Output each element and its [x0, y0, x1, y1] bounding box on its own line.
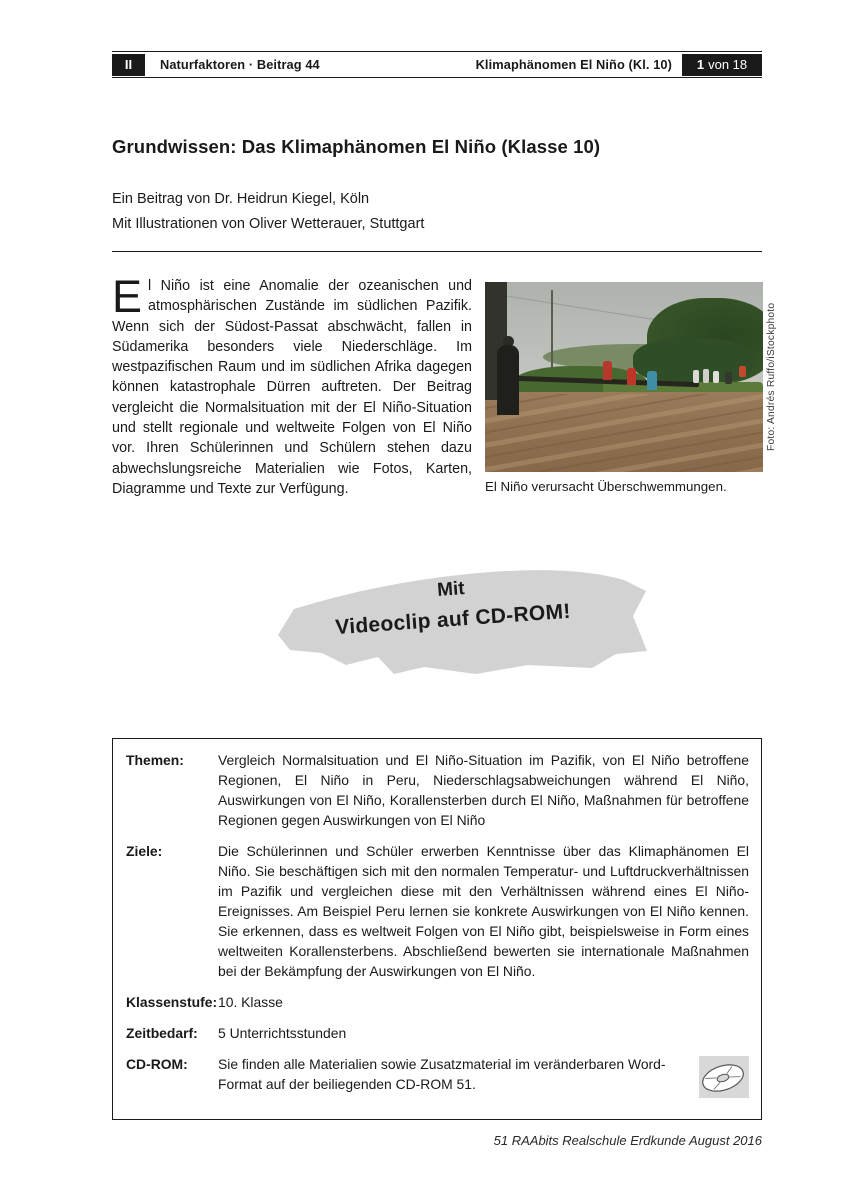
info-label: Themen: [126, 752, 184, 768]
photo-figure-red-shirt [627, 368, 636, 385]
page-title: Grundwissen: Das Klimaphänomen El Niño (Klasse 10) [112, 136, 601, 158]
photo-figure-blue-shirt [647, 371, 657, 390]
info-label: CD-ROM: [126, 1056, 188, 1072]
page-indicator [682, 54, 762, 76]
photo-figure-white-2 [703, 369, 709, 383]
drop-cap: E [112, 271, 143, 322]
info-row-ziele [126, 841, 749, 981]
photo-figure-dark [725, 372, 732, 384]
divider-rule [112, 251, 762, 252]
photo-figure-white-3 [713, 371, 719, 383]
lesson-info-box [112, 738, 762, 1120]
photo-bystander [497, 345, 519, 415]
info-value: Vergleich Normalsituation und El Niño-Situation im Pazifik, von El Niño betroffene Regionen, El Niño in Peru, Niederschlagsabweichungen während El Niño, Auswirkungen von El Niño, Korallensterben durch El Niño, Maßnahmen für betroffene Regionen gegen Auswirkungen von El Niño [218, 752, 749, 828]
footer-imprint: 51 RAAbits Realschule Erdkunde August 2016 [493, 1133, 762, 1148]
info-row-klassenstufe [126, 992, 749, 1012]
header-left-label: Naturfaktoren · Beitrag 44 [160, 57, 320, 72]
photo-figure-white-1 [693, 370, 699, 383]
info-label: Ziele: [126, 843, 163, 859]
photo-credit: Foto: Andrés Ruffo/iStockphoto [766, 302, 777, 452]
info-row-zeitbedarf [126, 1023, 749, 1043]
banner-line-2: Videoclip auf CD-ROM! [334, 599, 572, 640]
photo-caption: El Niño verursacht Überschwemmungen. [485, 479, 727, 494]
intro-paragraph [112, 271, 472, 499]
info-label: Klassenstufe: [126, 994, 218, 1010]
info-value: 5 Unterrichtsstunden [218, 1025, 347, 1041]
byline-illustrator: Mit Illustrationen von Oliver Wetterauer, Stuttgart [112, 216, 425, 232]
banner-line-1: Mit [436, 578, 466, 601]
cdrom-banner [228, 553, 662, 685]
page-number-total: von 18 [708, 57, 748, 72]
cd-rom-icon [697, 1056, 749, 1107]
header-right-label: Klimaphänomen El Niño (Kl. 10) [475, 57, 672, 72]
photo-figure-red-2 [739, 366, 746, 377]
photo-figure-child [603, 361, 612, 380]
page-header [112, 51, 762, 78]
byline [112, 187, 424, 237]
photo-water-streaks [485, 394, 763, 472]
flood-photo [485, 282, 763, 472]
info-value: Sie finden alle Materialien sowie Zusatzmaterial im veränderbaren Word-Format auf der beiliegenden CD-ROM 51. [218, 1056, 666, 1092]
info-value: Die Schülerinnen und Schüler erwerben Kenntnisse über das Klimaphänomen El Niño. Sie beschäftigen sich mit den normalen Temperatur- und Luftdruckverhältnissen im Pazifik und vergleichen diese mit den Verhältnissen während eines El Niño-Ereignisses. Am Beispiel Peru lernen sie konkrete Auswirkungen von El Niño kennen. Sie erkennen, dass es weltweit Folgen von El Niño gibt, beispielsweise in Form eines weltweiten Korallensterbens. Abschließend bewerten sie internationale Maßnahmen bei der Bekämpfung der Auswirkungen von El Niño. [218, 843, 749, 979]
info-label: Zeitbedarf: [126, 1025, 198, 1041]
byline-author: Ein Beitrag von Dr. Heidrun Kiegel, Köln [112, 191, 370, 207]
info-value: 10. Klasse [218, 994, 283, 1010]
info-row-cdrom [126, 1054, 749, 1107]
intro-body-text: l Niño ist eine Anomalie der ozeanischen und atmosphärischen Zustände im südlichen Pazifik. Wenn sich der Südost-Passat abschwächt, fallen in Südamerika besonders viele Niederschläge. Im westpazifischen Raum und im südlichen Afrika dagegen können katastrophale Dürren auftreten. Der Beitrag vergleicht die Normalsituation mit der El Niño-Situation und stellt regionale und weltweite Folgen von El Niño vor. Ihren Schülerinnen und Schülern stehen dazu abwechslungsreiche Materialien wie Fotos, Karten, Diagramme und Texte zur Verfügung. [112, 278, 472, 497]
section-level-badge: II [112, 54, 145, 76]
info-row-themen [126, 750, 749, 830]
page-number-current: 1 [696, 57, 705, 72]
